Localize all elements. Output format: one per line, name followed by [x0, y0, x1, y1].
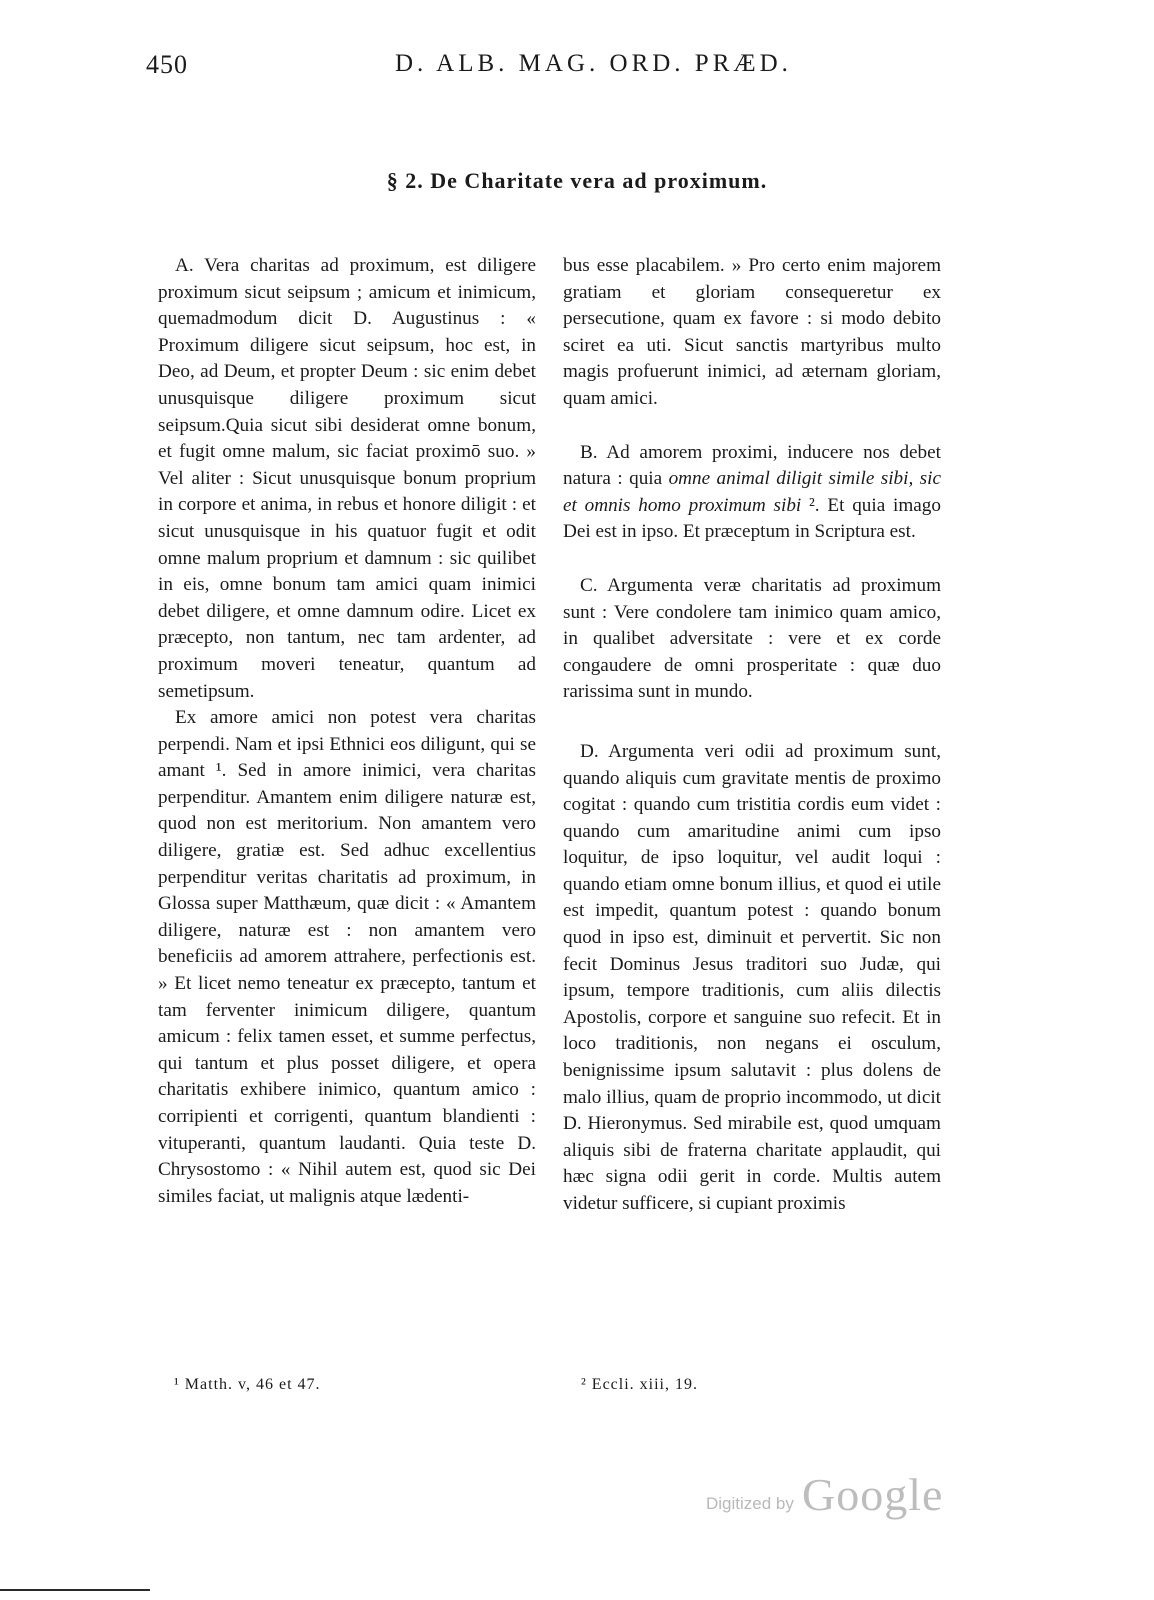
paragraph-a-continued: Ex amore amici non potest vera charitas perpendi. Nam et ipsi Ethnici eos diligunt, qui se amant ¹. Sed in amore inimici, vera charitas perpenditur. Amantem enim diligere naturæ est, quod non est meritorium. Non amantem vero diligere, gratiæ est. Sed adhuc excellentius perpenditur veritas charitatis ad proximum, in Glossa super Matthæum, quæ dicit : « Amantem diligere, naturæ est : non amantem vero beneficiis ad amorem attrahere, perfectionis est. » Et licet nemo teneatur ex præcepto, tantum et tam ferventer inimicum diligere, quantum amicum : felix tamen esset, et summe perfectus, qui tantum et plus posset diligere, et opera charitatis exhibere inimico, quantum amico : corripienti et corrigenti, quantum blandienti : vituperanti, quantum laudanti. Quia teste D. Chrysostomo : « Nihil autem est, quod sic Dei similes faciat, ut malignis atque lædenti- [158, 707, 536, 1207]
paragraph-a: A. Vera charitas ad proximum, est diligere proximum sicut seipsum ; amicum et inimicum, quemadmodum dicit D. Augustinus : « Proximum diligere sicut seipsum, hoc est, in Deo, ad Deum, et propter Deum : sic enim debet unusquisque diligere proximum sicut seipsum.Quia sicut sibi desiderat omne bonum, et fugit omne malum, sic faciat proximō suo. » Vel aliter : Sicut unusquisque bonum proprium in corpore et anima, in rebus et honore diligit : et sicut unusquisque in his quatuor fugit et odit omne malum proprium et damnum : sic quilibet in eis, omne bonum tam amici quam inimici debet diligere, et omne damnum odire. Licet ex præcepto, non tantum, nec tam ardenter, ad proximum moveri teneatur, quantum ad semetipsum. [158, 255, 536, 702]
italic-quotation: omne animal diligit simile sibi, sic et omnis homo proximum sibi [563, 468, 942, 516]
google-logo: Google [802, 1469, 944, 1520]
page-header [0, 50, 1154, 90]
page-number: 450 [146, 50, 188, 79]
footnote-left: ¹ Matth. v, 46 et 47. [174, 1376, 321, 1393]
running-title: D. ALB. MAG. ORD. PRÆD. [395, 50, 792, 77]
paragraph-b: B. Ad amorem proximi, inducere nos debet natura : quia omne animal diligit simile sibi, sic et omnis homo proximum sibi ². Et quia imago Dei est in ipso. Et præceptum in Scriptura est. [563, 441, 942, 543]
paragraph-a-end: bus esse placabilem. » Pro certo enim majorem gratiam et gloriam consequeretur ex persecutione, quam ex favore : si modo debito sciret ea uti. Sicut sanctis martyribus multo magis profuerunt inimici, ad æternam gloriam, quam amici. [563, 255, 941, 409]
right-column [563, 253, 941, 1218]
footnote-right: ² Eccli. xiii, 19. [581, 1376, 698, 1393]
paragraph-d: D. Argumenta veri odii ad proximum sunt, quando aliquis cum gravitate mentis de proximo cogitat : quando cum tristitia cordis eum videt : quando cum amaritudine animi cum ipso loquitur, de ipso loquitur, vel audit loqui : quando etiam omne bonum illius, et quod ei utile est impedit, quantum potest : quando bonum quod in ipso est, diminuit et pervertit. Sic non fecit Dominus Jesus traditori suo Judæ, qui ipsum, tempore traditionis, cum aliis dilectis Apostolis, corpore et sanguine suo refecit. Et in loco traditionis, non negans ei osculum, benignissime ipsum salutavit : plus dolens de malo illius, quam de proprio incommodo, ut dicit D. Hieronymus. Sed mirabile est, quod umquam aliquis sibi de fraterna charitate applaudit, qui hæc signa odii gerit in corde. Multis autem videtur sufficere, si cupiant proximis [563, 740, 941, 1214]
bottom-rule [0, 1589, 150, 1591]
section-title: § 2. De Charitate vera ad proximum. [386, 168, 768, 193]
left-column [158, 253, 536, 1210]
digitized-by-text: Digitized by [706, 1494, 794, 1513]
paragraph-c: C. Argumenta veræ charitatis ad proximum sunt : Vere condolere tam inimico quam amico, in qualibet adversitate : vere et ex corde congaudere de omni prosperitate : quæ duo rarissima sunt in mundo. [563, 574, 941, 703]
